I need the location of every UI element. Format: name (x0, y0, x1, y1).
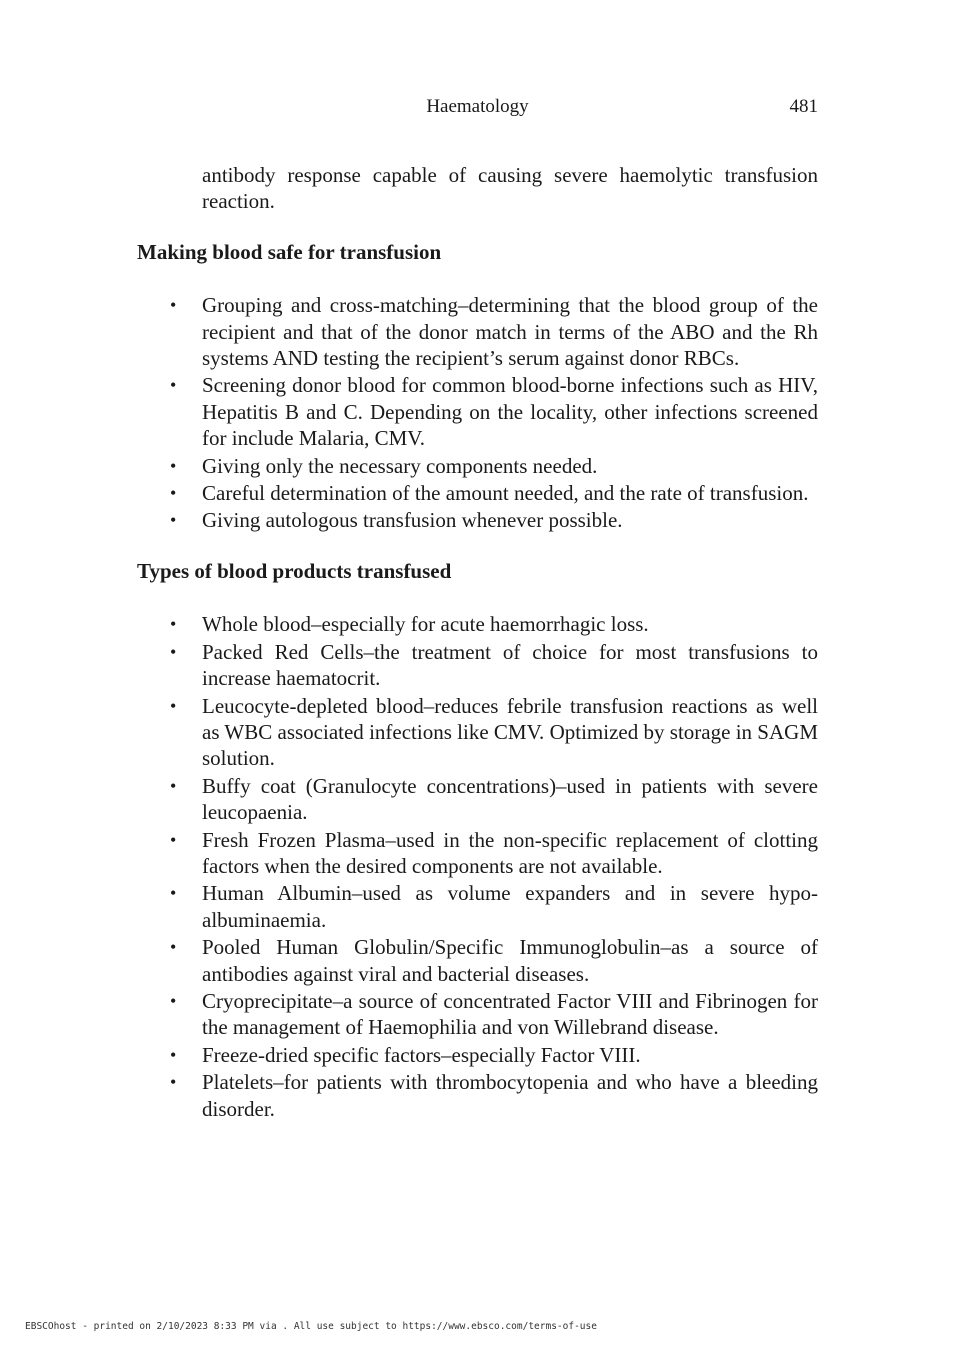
bullet-icon: • (170, 937, 177, 958)
section-heading-blood-products: Types of blood products transfused (137, 558, 452, 583)
list-item (137, 480, 818, 506)
bullet-icon: • (170, 455, 177, 476)
running-header (137, 96, 818, 122)
list-item (137, 693, 818, 772)
bullet-icon: • (170, 295, 177, 316)
bullet-icon: • (170, 1044, 177, 1065)
page-number: 481 (789, 96, 818, 117)
bullet-icon: • (170, 990, 177, 1011)
list-item (137, 292, 818, 371)
bullet-icon: • (170, 829, 177, 850)
list-item-text: Screening donor blood for common blood-borne infections such as HIV, Hepatitis B and C. Depending on the locality, other infections screened for include Malaria, CMV. (202, 373, 818, 451)
list-item (137, 1042, 818, 1068)
list-item (137, 372, 818, 451)
list-item (137, 773, 818, 826)
list-item (137, 1069, 818, 1122)
bullet-icon: • (170, 883, 177, 904)
list-item-text: Giving autologous transfusion whenever possible. (202, 508, 623, 533)
list-item-text: Whole blood–especially for acute haemorrhagic loss. (202, 612, 649, 637)
bullet-list-blood-safety (137, 292, 818, 534)
running-title: Haematology (426, 96, 529, 117)
list-item (137, 827, 818, 880)
list-item-text: Packed Red Cells–the treatment of choice for most transfusions to increase haematocrit. (202, 639, 818, 691)
bullet-icon: • (170, 614, 177, 635)
list-item-text: Leucocyte-depleted blood–reduces febrile transfusion reactions as well as WBC associated infections like CMV. Optimized by storage in SAGM solution. (202, 693, 818, 771)
list-item (137, 639, 818, 692)
bullet-icon: • (170, 510, 177, 531)
bullet-icon: • (170, 483, 177, 504)
list-item (137, 453, 818, 479)
bullet-icon: • (170, 695, 177, 716)
list-item (137, 988, 818, 1041)
bullet-icon: • (170, 775, 177, 796)
continuation-paragraph: antibody response capable of causing severe haemolytic transfusion reaction. (202, 163, 818, 214)
list-item (137, 611, 818, 637)
bullet-icon: • (170, 375, 177, 396)
list-item-text: Freeze-dried specific factors–especially Factor VIII. (202, 1042, 641, 1067)
ebsco-footer: EBSCOhost - printed on 2/10/2023 8:33 PM via . All use subject to https://www.ebsco.com/terms-of-use (25, 1321, 597, 1332)
page-body (137, 162, 818, 1123)
list-item-text: Fresh Frozen Plasma–used in the non-specific replacement of clotting factors when the desired components are not available. (202, 827, 818, 878)
list-item-text: Cryoprecipitate–a source of concentrated Factor VIII and Fibrinogen for the management of Haemophilia and von Willebrand disease. (202, 988, 818, 1040)
list-item-text: Buffy coat (Granulocyte concentrations)–used in patients with severe leucopaenia. (202, 773, 818, 825)
list-item (137, 507, 818, 533)
list-item-text: Platelets–for patients with thrombocytopenia and who have a bleeding disorder. (202, 1070, 818, 1121)
list-item-text: Giving only the necessary components needed. (202, 453, 598, 478)
list-item-text: Pooled Human Globulin/Specific Immunoglobulin–as a source of antibodies against viral and bacterial diseases. (202, 935, 818, 986)
section-heading-blood-safety: Making blood safe for transfusion (137, 239, 442, 264)
list-item-text: Human Albumin–used as volume expanders and in severe hypo-albuminaemia. (202, 881, 818, 932)
list-item (137, 880, 818, 933)
list-item-text: Grouping and cross-matching–determining that the blood group of the recipient and that of the donor match in terms of the ABO and the Rh systems AND testing the recipient’s serum against donor RBCs. (202, 293, 818, 371)
bullet-list-blood-products (137, 611, 818, 1122)
bullet-icon: • (170, 1072, 177, 1093)
bullet-icon: • (170, 641, 177, 662)
list-item (137, 934, 818, 987)
list-item-text: Careful determination of the amount needed, and the rate of transfusion. (202, 481, 809, 506)
